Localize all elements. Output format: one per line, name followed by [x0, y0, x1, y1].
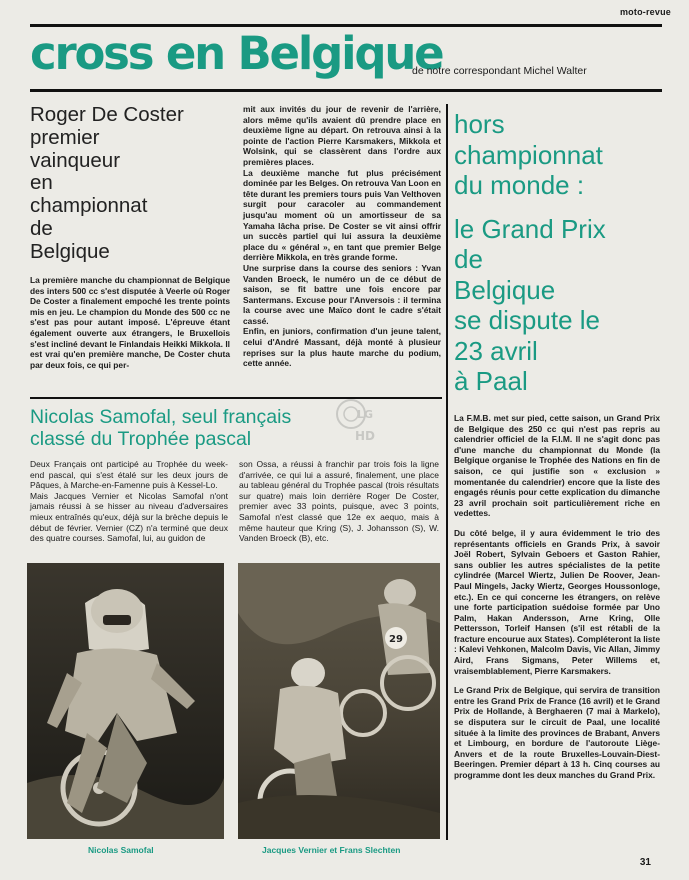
article2-paragraph: Du côté belge, il y aura évidemment le trio des représentants officiels en Grands Prix, à savoir Joël Robert, Sylvain Geboers et Gaston Rahier, sans oublier les autres spécialistes de la petite cylindrée (Marcel Wiertz, Julien De Roover, Jean-Paul Mingels, Jacky Wiertz, Georges Houssonloge, etc.). En ce qui concerne les étrangers, on relève une forte participation suédoise formée par Uno Palm, Hakan Andersson, Arne Kring, Olle Pettersson, Torleif Hansen (s'il est rétabli de la fracture encourue aux States). Compléteront la liste : Kalevi Vehkonen, Malcolm Davis, Vic Allan, Jimmy Aird, Frans Sigmans, Peter Willems et, vraisemblablement, Pierre Karsmakers.	[454, 527, 660, 676]
headline-line: championnat	[30, 194, 148, 218]
byline: de notre correspondant Michel Walter	[412, 65, 587, 77]
article1-paragraph: La première manche du championnat de Belgique des inters 500 cc s'est disputée à Veerle où Roger De Coster a finalement empoché les trente points mis en jeu. Le champion du Monde des 500 cc ne s'est pas pour autant imposé. L'épreuve étant également ouverte aux étrangers, le Bruxellois s'est incliné devant le Finlandais Heikki Mikkola. Il est vrai qu'en première manche, De Coster chuta par deux fois, ce qui per-	[30, 275, 230, 370]
photo-vernier-slechten	[238, 563, 440, 839]
article1-column-1	[30, 275, 230, 370]
article2-paragraph: La F.M.B. met sur pied, cette saison, un Grand Prix de Belgique des 250 cc qui n'est pas repris au calendrier officiel de la F.I.M. Il ne s'agit donc pas d'une manche du championnat du Monde (la Belgique organise le Trophée des Nations en fin de saison, ce qui justifie son « exclusion » momentanée du calendrier) encore que la liste des engagés réunis pour cette explication du dimanche 23 avril prochain soit particulièrement riche en vedettes.	[454, 413, 660, 519]
headline-line: championnat	[454, 139, 603, 170]
article3-column-1	[30, 459, 228, 544]
headline-line: de	[30, 216, 53, 240]
article3-column-2	[239, 459, 439, 544]
column-divider	[446, 104, 448, 840]
motocross-riders-photo	[238, 563, 440, 839]
headline-line: classé du Trophée pascal	[30, 428, 252, 450]
article2-paragraph: Le Grand Prix de Belgique, qui servira de transition entre les Grand Prix de France (16 avril) et le Grand Prix de Hollande, à Berghaeren (7 mai à Markelo), se disputera sur le circuit de Paal, une localité située à la limite des provinces de Brabant, Anvers et Limbourg, en bordure de l'autoroute Liège-Anvers et de la route Bruxelles-Louvain-Diest-Beeringen. Premier départ à 13 h. Cinq courses au programme dont les deux manches du Grand Prix.	[454, 685, 660, 780]
bike-number: 29	[389, 634, 403, 645]
article1-column-2	[243, 104, 441, 369]
headline-line: de	[454, 244, 483, 274]
headline-line: Roger De Coster	[30, 103, 184, 126]
page-title: cross en Belgique	[30, 27, 443, 80]
article1-paragraph: La deuxième manche fut plus précisément dominée par les Belges. On retrouva Van Loon en tête durant les premiers tours puis Van Velthoven surgit pour caracoler au commandement jusqu'au moment où un amortisseur de sa Yamaha lâcha prise. De Coster se vit ainsi offrir un succès partiel qui lui assura la deuxième place du « général », en tant que premier Belge derrière Mikkola, en très grande forme.	[243, 167, 441, 263]
article3-paragraph: Deux Français ont participé au Trophée du week-end pascal, qui s'est étalé sur les deux jours de Pâques, à Marche-en-Famenne puis à Kessel-Lo.	[30, 459, 228, 491]
article2-headline	[454, 109, 674, 397]
headline-line: le Grand Prix	[454, 213, 606, 244]
svg-text:LG: LG	[357, 408, 374, 421]
headline-line: vainqueur	[30, 148, 121, 172]
svg-text:HD: HD	[355, 429, 376, 443]
title-rule	[30, 89, 662, 92]
watermark-logo-icon	[333, 396, 393, 444]
motocross-rider-photo	[27, 563, 224, 839]
magazine-name: moto-revue	[619, 7, 671, 17]
article1-paragraph: mit aux invités du jour de revenir de l'arrière, alors même qu'ils avaient dû prendre place en deuxième ligne au départ. On retrouva ainsi à la pointe de l'action Pierre Karsmakers, Mikkola et Wolsink, qui se classèrent dans l'ordre aux premières places.	[243, 104, 441, 167]
caption-left: Nicolas Samofal	[88, 845, 154, 855]
headline-line: à Paal	[454, 366, 528, 396]
headline-line: hors	[454, 109, 505, 139]
page-number: 31	[639, 857, 651, 868]
photo-nicolas-samofal	[27, 563, 224, 839]
headline-line: du monde :	[454, 170, 585, 200]
headline-line: Belgique	[30, 239, 110, 263]
caption-right: Jacques Vernier et Frans Slechten	[262, 845, 401, 855]
article2-body	[454, 413, 660, 781]
article1-paragraph: Enfin, en juniors, confirmation d'un jeune talent, celui d'André Massant, déjà monté à plusieur reprises sur la plus haute marche du podium, cette année.	[243, 326, 441, 369]
headline-line: premier	[30, 125, 100, 149]
headline-line: se dispute le	[454, 305, 600, 335]
article3-paragraph: Mais Jacques Vernier et Nicolas Samofal n'ont jamais réussi à se hisser au niveau d'adversaires mieux entraînés qu'eux, déjà sur la brèche depuis le début de février. Vernier (CZ) n'a terminé que deux des quatre courses. Samofal, lui, au guidon de	[30, 490, 228, 544]
headline-line: 23 avril	[454, 335, 538, 366]
article1-headline	[30, 104, 230, 264]
headline-line: Nicolas Samofal, seul français	[30, 406, 292, 428]
article1-paragraph: Une surprise dans la course des seniors : Yvan Vanden Broeck, le numéro un de ce début de saison, se fit battre une fois encore par Santermans. Excuse pour l'Anversois : il termina la course avec une Maïco dont le cadre s'était cassé.	[243, 262, 441, 326]
watermark-logo	[333, 396, 393, 444]
headline-line: en	[30, 171, 53, 195]
headline-line: Belgique	[454, 274, 556, 305]
article3-paragraph: son Ossa, a réussi à franchir par trois fois la ligne d'arrivée, ce qui lui a assuré, finalement, une place au tableau général du Trophée pascal (trois résultats sur quatre) mais loin derrière Roger De Coster, premier avec 33 points, puisque, avec 3 points, Samofal n'est classé que 12e ex aequo, mais à même hauteur que Kring (S), J. Johansson (S), W. Vanden Broeck (B), etc.	[239, 459, 439, 544]
